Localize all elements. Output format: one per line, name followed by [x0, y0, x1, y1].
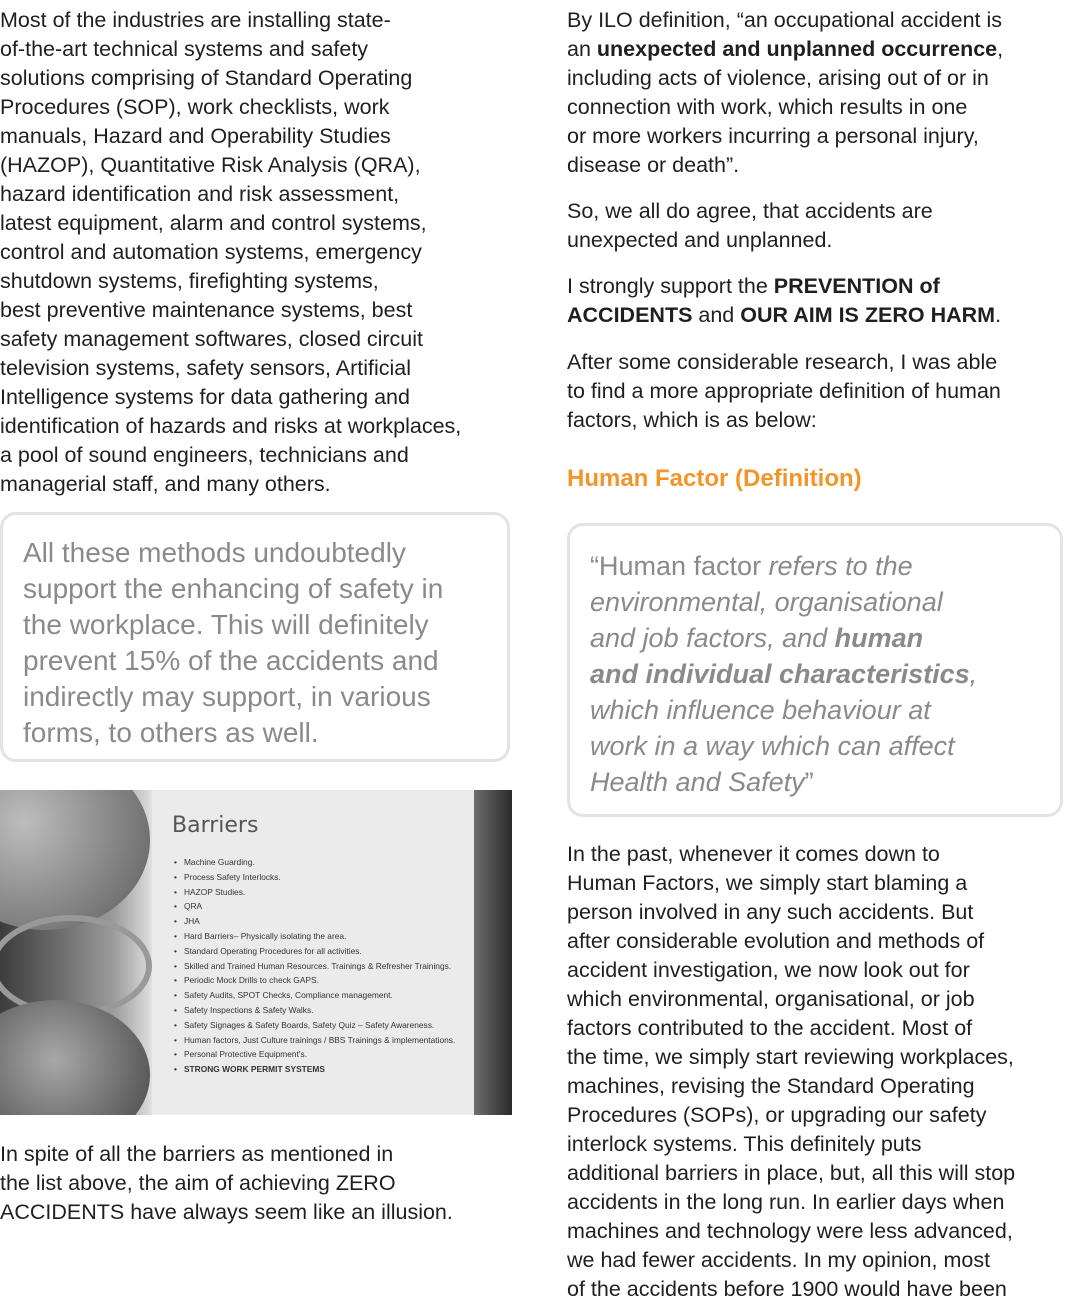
- intro-line: solutions comprising of Standard Operating: [0, 66, 413, 90]
- past-line: factors contributed to the accident. Most of: [567, 1016, 973, 1040]
- research-paragraph: [567, 348, 1001, 435]
- quote-line: [590, 692, 1060, 728]
- ilo-emphasis: unexpected and unplanned occurrence: [596, 37, 998, 61]
- callout-line: indirectly may support, in various: [23, 681, 431, 712]
- outro-line: ACCIDENTS have always seem like an illusion.: [0, 1200, 453, 1224]
- support-text: .: [995, 303, 1002, 327]
- intro-line: Procedures (SOP), work checklists, work: [0, 95, 390, 119]
- ilo-line: disease or death”.: [567, 153, 740, 177]
- ilo-line: connection with work, which results in one: [567, 95, 968, 119]
- intro-line: identification of hazards and risks at workplaces,: [0, 414, 462, 438]
- quote-line: [590, 548, 1060, 584]
- past-line: additional barriers in place, but, all this will stop: [567, 1161, 1016, 1185]
- callout-line: forms, to others as well.: [23, 717, 319, 748]
- quote-italic: which influence behaviour at: [590, 695, 931, 725]
- intro-line: control and automation systems, emergency: [0, 240, 422, 264]
- support-emphasis: ACCIDENTS: [567, 303, 693, 327]
- support-text: I strongly support the: [567, 274, 774, 298]
- ilo-text: an: [567, 37, 597, 61]
- quote-line: [590, 656, 1060, 692]
- definition-quote-box: [567, 523, 1063, 817]
- intro-line: shutdown systems, firefighting systems,: [0, 269, 379, 293]
- barrier-item: • Machine Guarding.: [174, 855, 455, 870]
- past-paragraph: [567, 840, 1015, 1304]
- outro-line: In spite of all the barriers as mentioned in: [0, 1142, 394, 1166]
- support-line: [567, 301, 1001, 330]
- callout-box: [0, 512, 510, 762]
- support-line: [567, 272, 1001, 301]
- intro-line: manuals, Hazard and Operability Studies: [0, 124, 391, 148]
- quote-italic: ,: [969, 659, 978, 689]
- outro-paragraph: [0, 1140, 453, 1227]
- quote-italic: refers to the: [768, 551, 913, 581]
- past-line: of the accidents before 1900 would have been: [567, 1277, 1007, 1301]
- helmet-shape: [0, 790, 150, 930]
- intro-line: Intelligence systems for data gathering and: [0, 385, 410, 409]
- ilo-line: [567, 35, 1003, 64]
- ilo-text: ,: [997, 37, 1004, 61]
- callout-line: All these methods undoubtedly: [23, 537, 406, 568]
- barrier-item: • JHA: [174, 914, 455, 929]
- past-line: the time, we simply start reviewing workplaces,: [567, 1045, 1014, 1069]
- intro-line: latest equipment, alarm and control systems,: [0, 211, 427, 235]
- quote-line: [590, 620, 1060, 656]
- barrier-item: • Process Safety Interlocks.: [174, 870, 455, 885]
- past-line: machines, revising the Standard Operating: [567, 1074, 975, 1098]
- barriers-title: Barriers: [172, 813, 259, 838]
- barriers-list: [174, 855, 455, 1077]
- past-line: accident investigation, we now look out for: [567, 958, 970, 982]
- barrier-item: • Skilled and Trained Human Resources. Trainings & Refresher Trainings.: [174, 959, 455, 974]
- quote-italic: Health and Safety: [590, 767, 805, 797]
- agree-paragraph: [567, 197, 933, 255]
- barrier-item: • STRONG WORK PERMIT SYSTEMS: [174, 1062, 455, 1077]
- intro-line: managerial staff, and many others.: [0, 472, 331, 496]
- barrier-item: • Periodic Mock Drills to check GAPS.: [174, 973, 455, 988]
- intro-line: best preventive maintenance systems, best: [0, 298, 413, 322]
- quote-line: [590, 728, 1060, 764]
- past-line: accidents in the long run. In earlier days when: [567, 1190, 1005, 1214]
- quote-italic: environmental, organisational: [590, 587, 943, 617]
- intro-line: hazard identification and risk assessment,: [0, 182, 400, 206]
- research-line: factors, which is as below:: [567, 408, 817, 432]
- section-heading: Human Factor (Definition): [567, 465, 862, 492]
- agree-line: unexpected and unplanned.: [567, 228, 833, 252]
- research-line: After some considerable research, I was able: [567, 350, 998, 374]
- past-line: Human Factors, we simply start blaming a: [567, 871, 968, 895]
- ilo-line: including acts of violence, arising out of or in: [567, 66, 989, 90]
- past-line: after considerable evolution and methods of: [567, 929, 985, 953]
- past-line: interlock systems. This definitely puts: [567, 1132, 922, 1156]
- quote-line: [590, 764, 1060, 800]
- intro-paragraph: [0, 6, 461, 499]
- past-line: person involved in any such accidents. But: [567, 900, 974, 924]
- barrier-item: • Human factors, Just Culture trainings / BBS Trainings & implementations.: [174, 1033, 455, 1048]
- barrier-item: • Personal Protective Equipment's.: [174, 1047, 455, 1062]
- intro-line: of-the-art technical systems and safety: [0, 37, 369, 61]
- ilo-paragraph: [567, 6, 1003, 180]
- past-line: which environmental, organisational, or job: [567, 987, 975, 1011]
- intro-line: a pool of sound engineers, technicians and: [0, 443, 409, 467]
- intro-line: Most of the industries are installing state-: [0, 8, 391, 32]
- agree-line: So, we all do agree, that accidents are: [567, 199, 933, 223]
- research-line: to find a more appropriate definition of human: [567, 379, 1001, 403]
- quote-italic: and job factors, and: [590, 623, 835, 653]
- quote-bold-italic: and individual characteristics: [590, 659, 970, 689]
- barrier-item: • Safety Audits, SPOT Checks, Compliance management.: [174, 988, 455, 1003]
- barrier-item: • HAZOP Studies.: [174, 885, 455, 900]
- quote-text: ”: [804, 767, 814, 797]
- quote-bold-italic: human: [834, 623, 924, 653]
- intro-line: safety management softwares, closed circuit: [0, 327, 424, 351]
- support-paragraph: [567, 272, 1001, 330]
- support-text: and: [692, 303, 741, 327]
- barrier-item: • Hard Barriers– Physically isolating the area.: [174, 929, 455, 944]
- past-line: we had fewer accidents. In my opinion, most: [567, 1248, 991, 1272]
- ilo-line: By ILO definition, “an occupational accident is: [567, 8, 1003, 32]
- barrier-item: • QRA: [174, 899, 455, 914]
- intro-line: television systems, safety sensors, Artificial: [0, 356, 412, 380]
- ilo-line: or more workers incurring a personal injury,: [567, 124, 979, 148]
- barrier-item: • Safety Inspections & Safety Walks.: [174, 1003, 455, 1018]
- callout-line: prevent 15% of the accidents and: [23, 645, 439, 676]
- outro-line: the list above, the aim of achieving ZERO: [0, 1171, 396, 1195]
- barrier-item: • Standard Operating Procedures for all activities.: [174, 944, 455, 959]
- glove-shape: [0, 1000, 150, 1115]
- past-line: Procedures (SOPs), or upgrading our safety: [567, 1103, 987, 1127]
- callout-line: support the enhancing of safety in: [23, 573, 444, 604]
- callout-line: the workplace. This will definitely: [23, 609, 429, 640]
- barrier-item: • Safety Signages & Safety Boards, Safety Quiz – Safety Awareness.: [174, 1018, 455, 1033]
- support-emphasis: PREVENTION of: [773, 274, 940, 298]
- quote-line: [590, 584, 1060, 620]
- past-line: machines and technology were less advanced,: [567, 1219, 1013, 1243]
- intro-line: (HAZOP), Quantitative Risk Analysis (QRA),: [0, 153, 421, 177]
- support-emphasis: OUR AIM IS ZERO HARM: [740, 303, 996, 327]
- quote-text: “Human factor: [590, 551, 769, 581]
- past-line: In the past, whenever it comes down to: [567, 842, 940, 866]
- quote-italic: work in a way which can affect: [590, 731, 955, 761]
